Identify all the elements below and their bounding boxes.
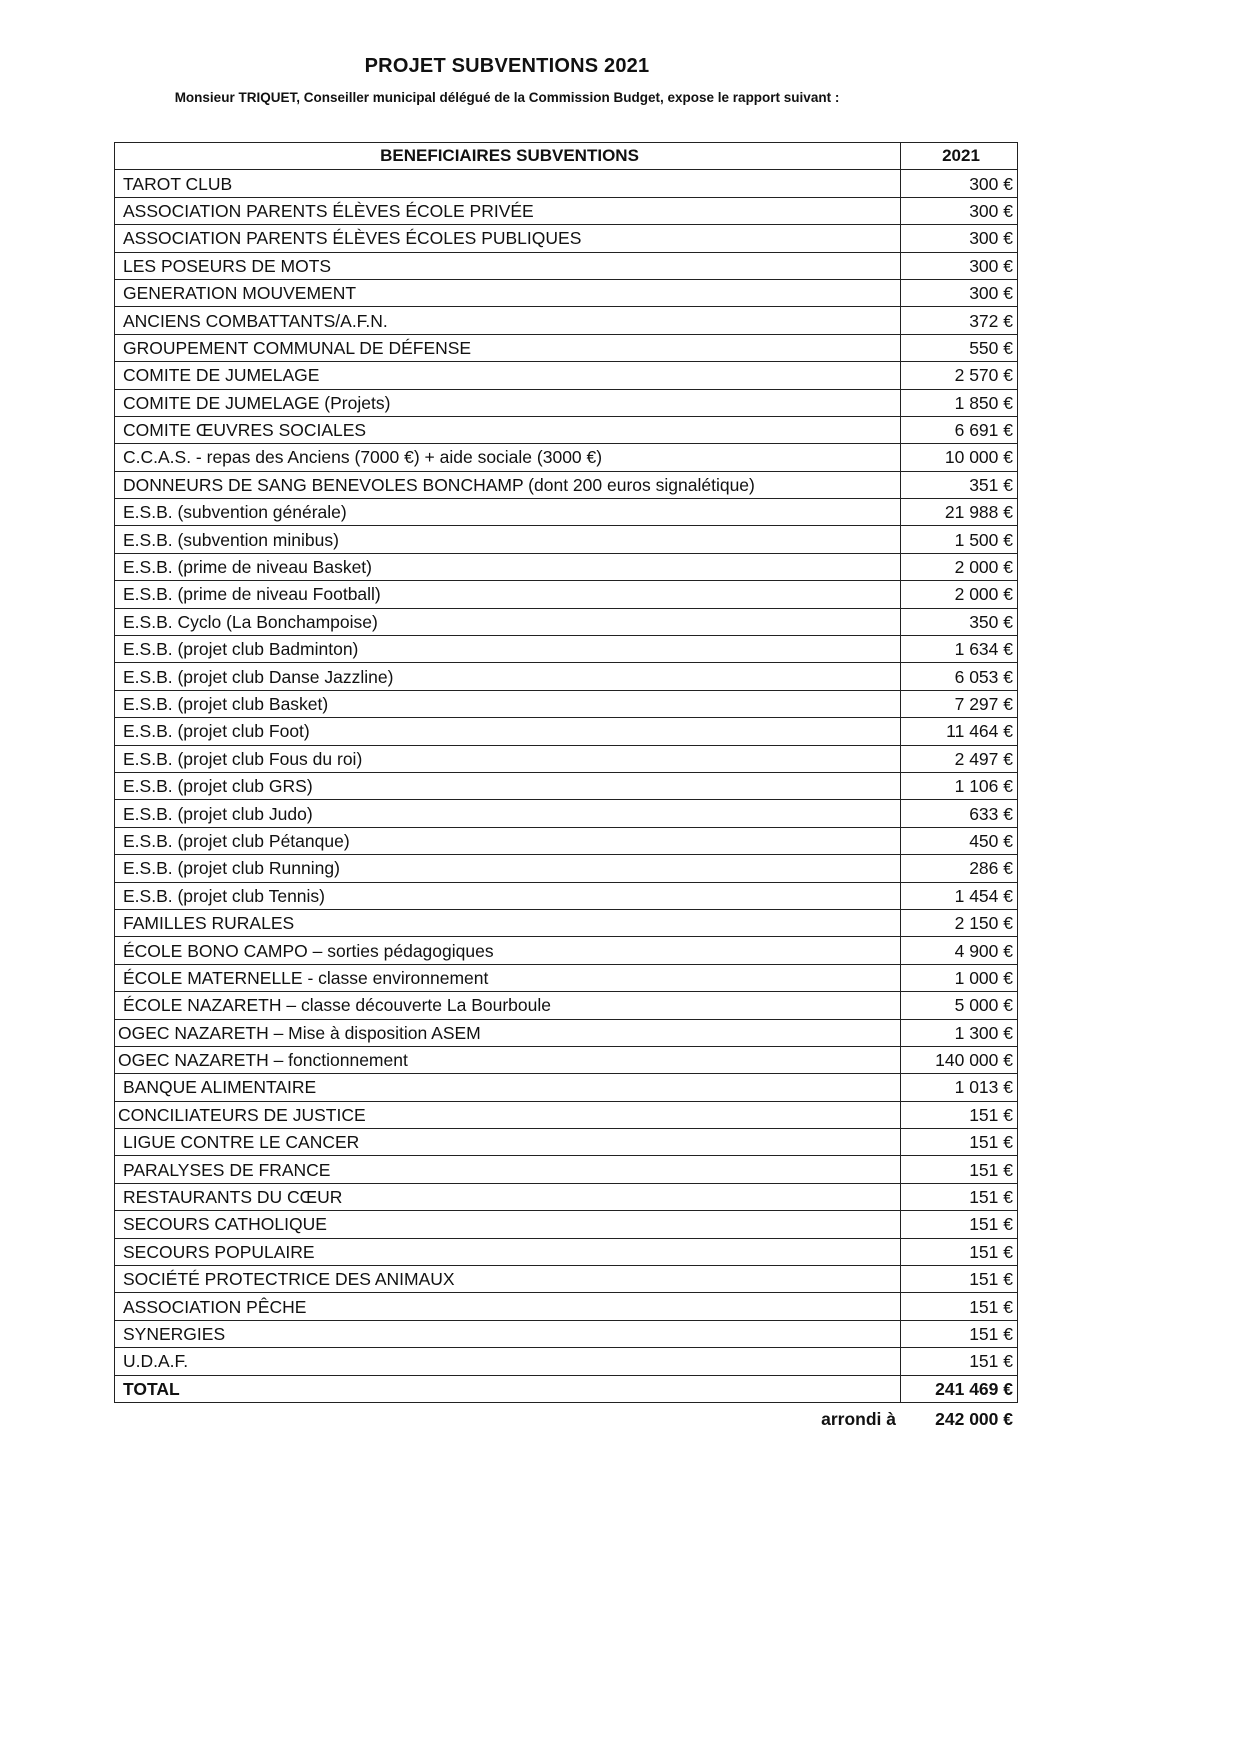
table-row	[115, 307, 1018, 334]
subsidy-amount: 1 000 €	[901, 964, 1018, 991]
beneficiary-name: OGEC NAZARETH – Mise à disposition ASEM	[115, 1019, 901, 1046]
beneficiary-name: E.S.B. (prime de niveau Football)	[115, 581, 901, 608]
beneficiary-name: SECOURS POPULAIRE	[115, 1238, 901, 1265]
table-header-row	[115, 143, 1018, 170]
beneficiary-name: E.S.B. (projet club Running)	[115, 855, 901, 882]
subsidy-amount: 151 €	[901, 1238, 1018, 1265]
table-row	[115, 1183, 1018, 1210]
table-row	[115, 1156, 1018, 1183]
beneficiary-name: ÉCOLE BONO CAMPO – sorties pédagogiques	[115, 937, 901, 964]
beneficiary-name: E.S.B. (subvention générale)	[115, 499, 901, 526]
subsidy-amount: 300 €	[901, 197, 1018, 224]
table-row	[115, 1266, 1018, 1293]
column-header-year: 2021	[901, 143, 1018, 170]
subsidy-amount: 10 000 €	[901, 444, 1018, 471]
table-row	[115, 745, 1018, 772]
table-row	[115, 225, 1018, 252]
beneficiary-name: TAROT CLUB	[115, 170, 901, 197]
subsidy-amount: 6 691 €	[901, 416, 1018, 443]
beneficiary-name: U.D.A.F.	[115, 1348, 901, 1375]
subsidy-amount: 151 €	[901, 1129, 1018, 1156]
beneficiary-name: COMITE DE JUMELAGE	[115, 362, 901, 389]
rounded-label: arrondi à	[821, 1409, 896, 1429]
beneficiary-name: SECOURS CATHOLIQUE	[115, 1211, 901, 1238]
beneficiary-name: GENERATION MOUVEMENT	[115, 279, 901, 306]
subsidy-amount: 2 000 €	[901, 553, 1018, 580]
table-row	[115, 526, 1018, 553]
subsidy-amount: 1 500 €	[901, 526, 1018, 553]
beneficiary-name: E.S.B. (projet club Tennis)	[115, 882, 901, 909]
table-row	[115, 800, 1018, 827]
table-row	[115, 1211, 1018, 1238]
table-row	[115, 690, 1018, 717]
table-row	[115, 882, 1018, 909]
table-row	[115, 718, 1018, 745]
beneficiary-name: DONNEURS DE SANG BENEVOLES BONCHAMP (dont 200 euros signalétique)	[115, 471, 901, 498]
subsidy-amount: 151 €	[901, 1348, 1018, 1375]
subsidy-amount: 151 €	[901, 1183, 1018, 1210]
beneficiary-name: ASSOCIATION PARENTS ÉLÈVES ÉCOLES PUBLIQUES	[115, 225, 901, 252]
beneficiary-name: OGEC NAZARETH – fonctionnement	[115, 1046, 901, 1073]
table-row	[115, 1293, 1018, 1320]
subsidy-amount: 300 €	[901, 279, 1018, 306]
total-amount: 241 469 €	[901, 1375, 1018, 1402]
subsidy-amount: 21 988 €	[901, 499, 1018, 526]
document-subtitle: Monsieur TRIQUET, Conseiller municipal délégué de la Commission Budget, expose le rapport suivant :	[174, 90, 840, 105]
subsidy-amount: 2 000 €	[901, 581, 1018, 608]
subsidy-amount: 286 €	[901, 855, 1018, 882]
subsidy-amount: 300 €	[901, 225, 1018, 252]
subsidy-amount: 351 €	[901, 471, 1018, 498]
table-row	[115, 389, 1018, 416]
beneficiary-name: E.S.B. (projet club Badminton)	[115, 636, 901, 663]
beneficiary-name: FAMILLES RURALES	[115, 909, 901, 936]
subsidy-amount: 300 €	[901, 170, 1018, 197]
beneficiary-name: BANQUE ALIMENTAIRE	[115, 1074, 901, 1101]
subsidy-amount: 350 €	[901, 608, 1018, 635]
table-row	[115, 1074, 1018, 1101]
table-row	[115, 334, 1018, 361]
beneficiary-name: E.S.B. (projet club Basket)	[115, 690, 901, 717]
table-row	[115, 909, 1018, 936]
beneficiary-name: LES POSEURS DE MOTS	[115, 252, 901, 279]
subsidy-amount: 5 000 €	[901, 992, 1018, 1019]
subsidy-amount: 1 634 €	[901, 636, 1018, 663]
total-row	[115, 1375, 1018, 1402]
beneficiary-name: E.S.B. Cyclo (La Bonchampoise)	[115, 608, 901, 635]
beneficiary-name: ANCIENS COMBATTANTS/A.F.N.	[115, 307, 901, 334]
table-row	[115, 1019, 1018, 1046]
subsidy-amount: 1 850 €	[901, 389, 1018, 416]
table-row	[115, 663, 1018, 690]
table-row	[115, 964, 1018, 991]
subsidy-amount: 4 900 €	[901, 937, 1018, 964]
beneficiary-name: RESTAURANTS DU CŒUR	[115, 1183, 901, 1210]
rounded-amount: 242 000 €	[935, 1409, 1013, 1429]
beneficiary-name: E.S.B. (prime de niveau Basket)	[115, 553, 901, 580]
beneficiary-name: PARALYSES DE FRANCE	[115, 1156, 901, 1183]
beneficiary-name: E.S.B. (subvention minibus)	[115, 526, 901, 553]
beneficiary-name: COMITE DE JUMELAGE (Projets)	[115, 389, 901, 416]
subsidy-amount: 633 €	[901, 800, 1018, 827]
table-row	[115, 553, 1018, 580]
subsidy-amount: 151 €	[901, 1156, 1018, 1183]
table-row	[115, 1101, 1018, 1128]
beneficiary-name: E.S.B. (projet club Foot)	[115, 718, 901, 745]
table-row	[115, 279, 1018, 306]
subsidy-amount: 151 €	[901, 1266, 1018, 1293]
subsidy-amount: 450 €	[901, 827, 1018, 854]
table-row	[115, 471, 1018, 498]
subsidy-amount: 300 €	[901, 252, 1018, 279]
subsidy-amount: 151 €	[901, 1320, 1018, 1347]
subsidy-amount: 550 €	[901, 334, 1018, 361]
beneficiary-name: C.C.A.S. - repas des Anciens (7000 €) + aide sociale (3000 €)	[115, 444, 901, 471]
subsidy-amount: 1 454 €	[901, 882, 1018, 909]
beneficiary-name: ASSOCIATION PÊCHE	[115, 1293, 901, 1320]
beneficiary-name: E.S.B. (projet club Judo)	[115, 800, 901, 827]
beneficiary-name: GROUPEMENT COMMUNAL DE DÉFENSE	[115, 334, 901, 361]
rounded-total	[700, 1406, 1017, 1432]
beneficiary-name: SOCIÉTÉ PROTECTRICE DES ANIMAUX	[115, 1266, 901, 1293]
beneficiary-name: ASSOCIATION PARENTS ÉLÈVES ÉCOLE PRIVÉE	[115, 197, 901, 224]
table-row	[115, 937, 1018, 964]
table-row	[115, 827, 1018, 854]
beneficiary-name: ÉCOLE NAZARETH – classe découverte La Bourboule	[115, 992, 901, 1019]
beneficiary-name: LIGUE CONTRE LE CANCER	[115, 1129, 901, 1156]
subsidy-amount: 2 570 €	[901, 362, 1018, 389]
beneficiary-name: SYNERGIES	[115, 1320, 901, 1347]
beneficiary-name: E.S.B. (projet club Pétanque)	[115, 827, 901, 854]
table-row	[115, 608, 1018, 635]
subsidy-amount: 1 013 €	[901, 1074, 1018, 1101]
table-row	[115, 1046, 1018, 1073]
subsidy-amount: 1 300 €	[901, 1019, 1018, 1046]
table-row	[115, 416, 1018, 443]
table-row	[115, 581, 1018, 608]
beneficiary-name: E.S.B. (projet club Danse Jazzline)	[115, 663, 901, 690]
table-row	[115, 1320, 1018, 1347]
beneficiary-name: CONCILIATEURS DE JUSTICE	[115, 1101, 901, 1128]
beneficiary-name: ÉCOLE MATERNELLE - classe environnement	[115, 964, 901, 991]
table-row	[115, 499, 1018, 526]
total-label: TOTAL	[115, 1375, 901, 1402]
table-body	[115, 170, 1018, 1375]
table-row	[115, 992, 1018, 1019]
table-row	[115, 197, 1018, 224]
subsidy-amount: 2 150 €	[901, 909, 1018, 936]
subsidy-amount: 1 106 €	[901, 772, 1018, 799]
table-row	[115, 1129, 1018, 1156]
subsidy-amount: 151 €	[901, 1211, 1018, 1238]
beneficiary-name: E.S.B. (projet club GRS)	[115, 772, 901, 799]
subsidy-amount: 140 000 €	[901, 1046, 1018, 1073]
beneficiary-name: COMITE ŒUVRES SOCIALES	[115, 416, 901, 443]
table-row	[115, 444, 1018, 471]
subsidy-amount: 7 297 €	[901, 690, 1018, 717]
column-header-beneficiaries: BENEFICIAIRES SUBVENTIONS	[115, 143, 901, 170]
table-row	[115, 1348, 1018, 1375]
subsidy-amount: 151 €	[901, 1293, 1018, 1320]
beneficiary-name: E.S.B. (projet club Fous du roi)	[115, 745, 901, 772]
table-row	[115, 772, 1018, 799]
subsidy-amount: 151 €	[901, 1101, 1018, 1128]
subsidy-amount: 6 053 €	[901, 663, 1018, 690]
subsidy-amount: 11 464 €	[901, 718, 1018, 745]
table-row	[115, 636, 1018, 663]
table-row	[115, 252, 1018, 279]
subsidies-table	[114, 142, 1018, 1403]
table-row	[115, 362, 1018, 389]
subsidy-amount: 2 497 €	[901, 745, 1018, 772]
subsidy-amount: 372 €	[901, 307, 1018, 334]
table-row	[115, 855, 1018, 882]
document-title: PROJET SUBVENTIONS 2021	[364, 55, 650, 77]
table-row	[115, 1238, 1018, 1265]
table-row	[115, 170, 1018, 197]
